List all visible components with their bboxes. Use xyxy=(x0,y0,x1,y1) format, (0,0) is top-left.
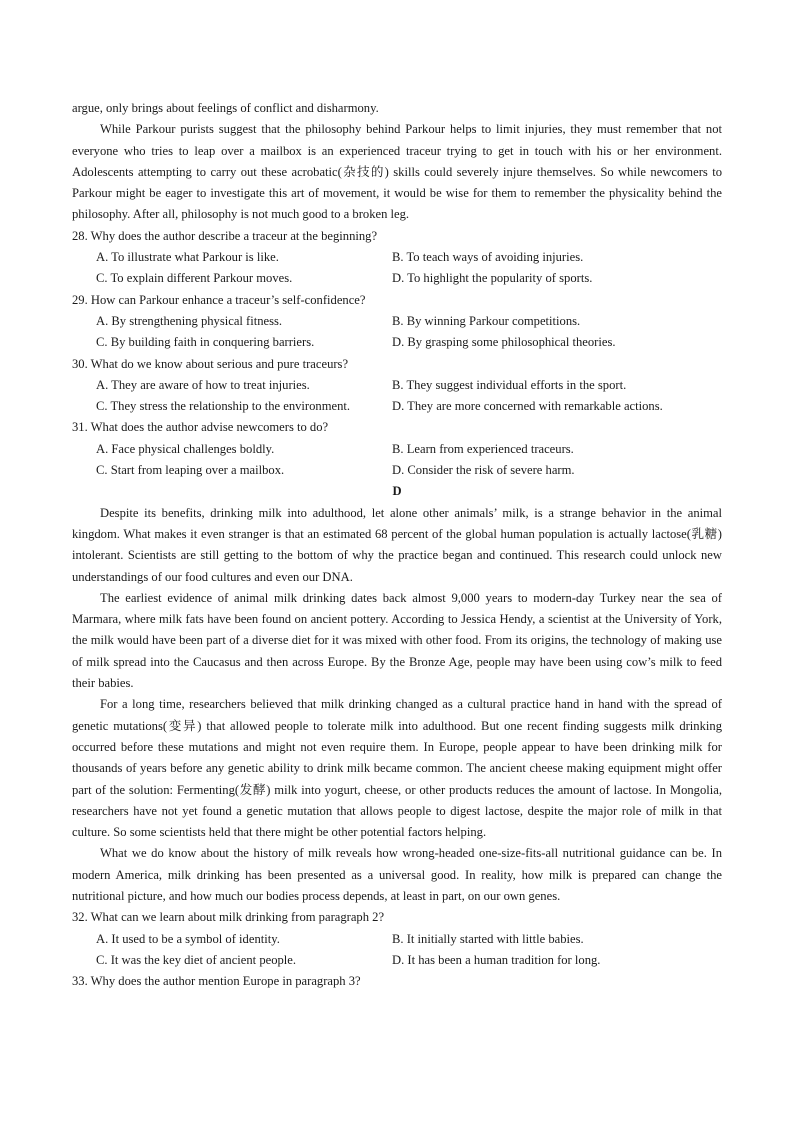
question-options xyxy=(72,311,722,354)
passage-c-continuation: argue, only brings about feelings of conflict and disharmony. xyxy=(72,101,379,115)
option-b: B. It initially started with little babies. xyxy=(392,931,584,946)
question-28 xyxy=(72,226,722,290)
option-b: B. To teach ways of avoiding injuries. xyxy=(392,250,584,265)
question-options xyxy=(72,929,722,972)
document-page xyxy=(72,98,722,992)
option-c: C. By building faith in conquering barriers. xyxy=(96,335,315,350)
option-c: C. To explain different Parkour moves. xyxy=(96,271,293,286)
option-c: C. They stress the relationship to the environment. xyxy=(96,399,351,414)
section-heading: D xyxy=(392,484,402,499)
passage-d-paragraph-3: For a long time, researchers believed that milk drinking changed as a cultural practice hand in hand with the spread of genetic mutations(变异) that allowed people to tolerate milk into adulthood. But one recent finding suggests milk drinking occurred before these mutations and might not even require them. In Europe, people appear to have been drinking milk for thousands of years before any genetic ability to drink milk became common. The ancient cheese making equipment might offer part of the solution: Fermenting(发酵) milk into yogurt, cheese, or other products reduces the amount of lactose. In Mongolia, researchers have not yet found a genetic mutation that allows people to digest lactose, despite the major role of milk in that culture. So some scientists held that there might be other potential factors helping. xyxy=(72,697,722,840)
option-d: D. Consider the risk of severe harm. xyxy=(392,463,575,478)
question-options xyxy=(72,375,722,418)
option-a: A. To illustrate what Parkour is like. xyxy=(96,250,279,265)
question-options xyxy=(72,439,722,482)
option-c: C. Start from leaping over a mailbox. xyxy=(96,463,285,478)
question-stem: 29. How can Parkour enhance a traceur’s self-confidence? xyxy=(72,292,366,307)
passage-d-paragraph-2: The earliest evidence of animal milk drinking dates back almost 9,000 years to modern-day Turkey near the sea of Marmara, where milk fats have been found on ancient pottery. According to Jessica Hendy, a scientist at the University of York, the milk would have been part of a diverse diet for it was mixed with other food. From its origins, the technology of making use of milk spread into the Caucasus and then across Europe. By the Bronze Age, people may have been using cow’s milk to feed their babies. xyxy=(72,590,722,691)
passage-d-paragraph-1: Despite its benefits, drinking milk into adulthood, let alone other animals’ milk, is a strange behavior in the animal kingdom. What makes it even stranger is that an estimated 68 percent of the global human population is actually lactose(乳糖) intolerant. Scientists are still getting to the bottom of why the practice began and continued. This research could unlock new understandings of our food cultures and even our DNA. xyxy=(72,505,722,584)
question-29 xyxy=(72,290,722,354)
option-d: D. To highlight the popularity of sports. xyxy=(392,271,593,286)
option-a: A. By strengthening physical fitness. xyxy=(96,313,283,328)
option-b: B. Learn from experienced traceurs. xyxy=(392,441,574,456)
question-stem: 32. What can we learn about milk drinking from paragraph 2? xyxy=(72,910,385,925)
question-30 xyxy=(72,354,722,418)
option-b: B. They suggest individual efforts in the sport. xyxy=(392,377,627,392)
option-a: A. They are aware of how to treat injuries. xyxy=(96,377,310,392)
question-33 xyxy=(72,971,722,992)
option-d: D. They are more concerned with remarkable actions. xyxy=(392,399,663,414)
question-stem: 28. Why does the author describe a traceur at the beginning? xyxy=(72,228,378,243)
question-stem: 30. What do we know about serious and pure traceurs? xyxy=(72,356,349,371)
option-a: A. It used to be a symbol of identity. xyxy=(96,931,280,946)
question-stem: 31. What does the author advise newcomers to do? xyxy=(72,420,329,435)
question-32 xyxy=(72,907,722,971)
question-options xyxy=(72,247,722,290)
option-a: A. Face physical challenges boldly. xyxy=(96,441,275,456)
option-d: D. By grasping some philosophical theories. xyxy=(392,335,616,350)
option-b: B. By winning Parkour competitions. xyxy=(392,313,581,328)
passage-d-paragraph-4: What we do know about the history of milk reveals how wrong-headed one-size-fits-all nutritional guidance can be. In modern America, milk drinking has been presented as a universal good. In reality, how milk is prepared can change the nutritional picture, and how much our bodies process depends, at least in part, on our own genes. xyxy=(72,846,722,903)
question-31 xyxy=(72,417,722,481)
question-stem: 33. Why does the author mention Europe in paragraph 3? xyxy=(72,974,361,989)
passage-c-paragraph: While Parkour purists suggest that the philosophy behind Parkour helps to limit injuries, they must remember that not everyone who tries to leap over a mailbox is an experienced traceur trying to get in touch with his or her environment. Adolescents attempting to carry out these acrobatic(杂技的) skills could severely injure themselves. So while newcomers to Parkour might be eager to investigate this art of movement, it would be wise for them to remember the physicality behind the philosophy. After all, philosophy is not much good to a broken leg. xyxy=(72,122,722,222)
option-d: D. It has been a human tradition for long. xyxy=(392,952,601,967)
option-c: C. It was the key diet of ancient people. xyxy=(96,952,297,967)
